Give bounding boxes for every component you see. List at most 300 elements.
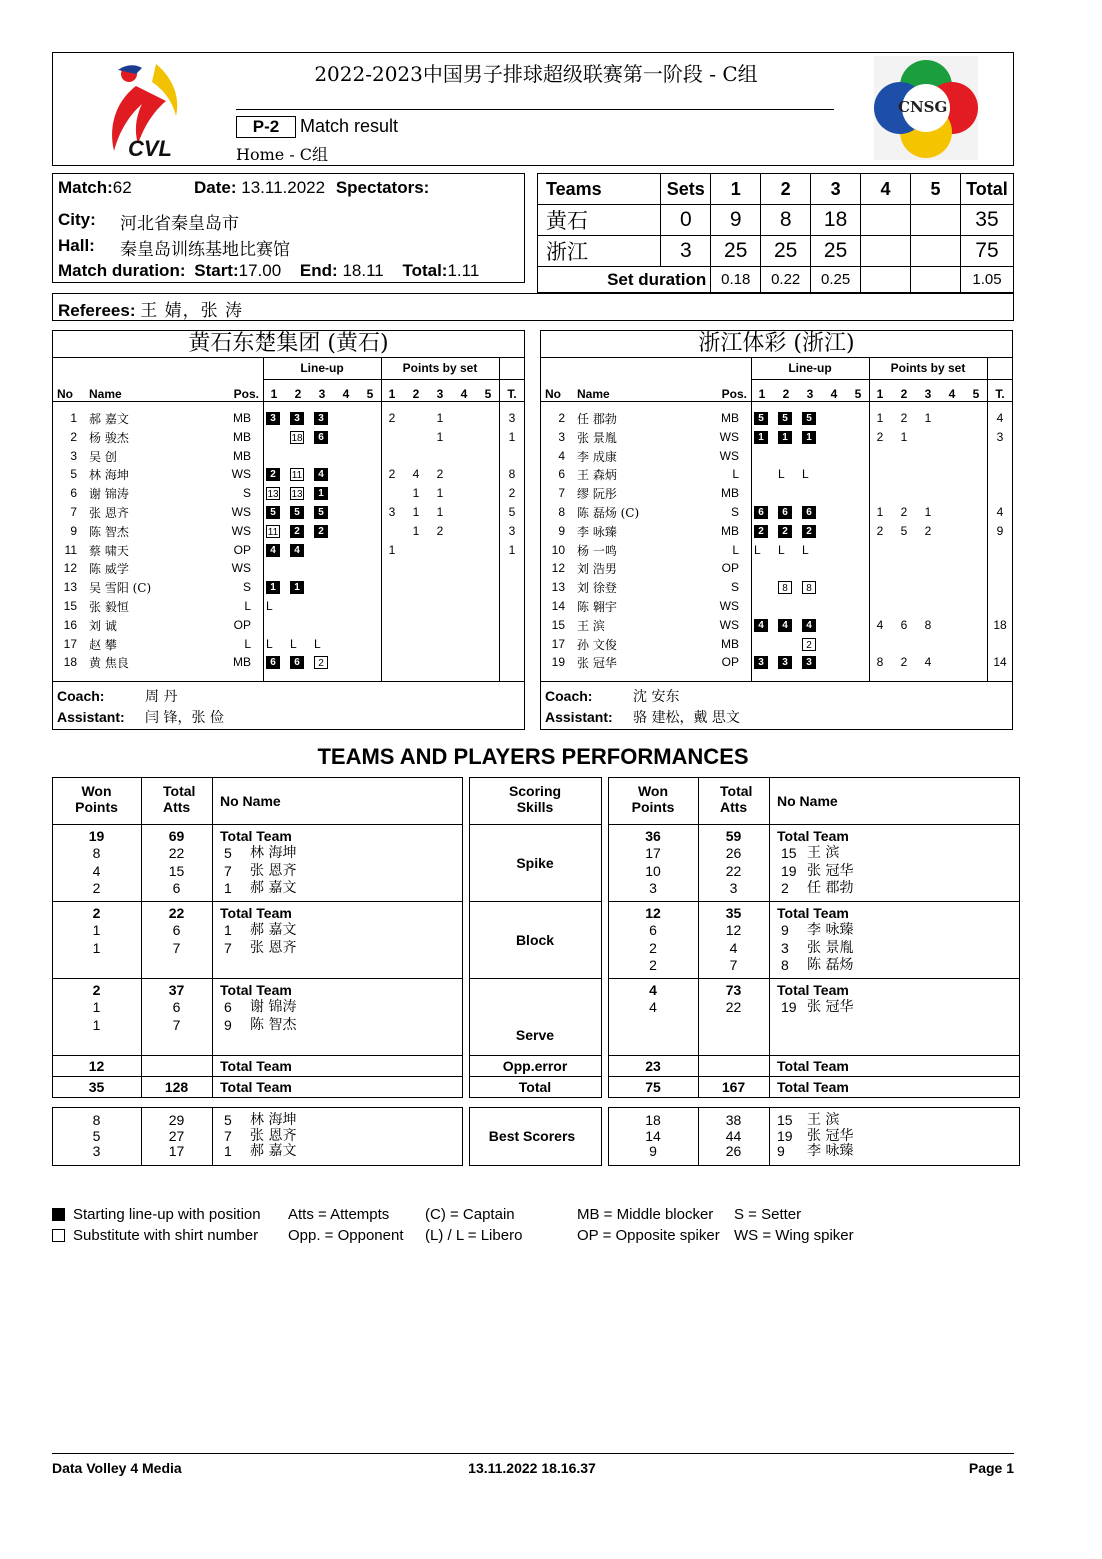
- rule: [608, 1165, 1020, 1166]
- player-number: 2: [781, 879, 789, 896]
- cvl-logo-text: CVL: [128, 136, 172, 161]
- player-number: 13: [63, 580, 77, 595]
- won-points: 19: [88, 828, 105, 844]
- lineup-substitute: 2: [802, 638, 816, 651]
- lineup-start: 3: [802, 656, 816, 669]
- rule: [53, 681, 524, 682]
- starting-lineup-icon: [52, 1208, 65, 1221]
- player-row: [541, 465, 1012, 484]
- rule: [52, 1055, 462, 1056]
- player-name: 谢 锦涛: [89, 487, 129, 502]
- rule: [469, 901, 601, 902]
- player-position: OP: [721, 655, 739, 670]
- total-atts: 69: [168, 828, 185, 844]
- player-name: 刘 浩男: [577, 562, 617, 577]
- total-team-label: Total Team: [777, 1058, 849, 1074]
- total-atts: 167: [721, 1079, 746, 1095]
- player-position: WS: [719, 448, 739, 463]
- total-atts: 4: [729, 939, 738, 956]
- player-position: MB: [721, 411, 739, 425]
- lineup-start: 5: [754, 412, 768, 425]
- rule: [769, 1107, 770, 1165]
- rule: [52, 1165, 463, 1166]
- roster-header: No: [545, 387, 561, 401]
- won-points: 75: [645, 1079, 661, 1095]
- set-points: 1: [412, 505, 420, 519]
- roster-header: 2: [900, 387, 908, 401]
- rule: [52, 901, 462, 902]
- roster-header: 5: [854, 387, 862, 401]
- assistant-label: Assistant:: [545, 709, 613, 725]
- set-duration: 0.22: [761, 267, 811, 293]
- won-points: 4: [649, 982, 657, 998]
- match-date: 13.11.2022: [241, 178, 326, 197]
- total-atts: 15: [168, 862, 185, 879]
- rule: [541, 681, 1012, 682]
- score-sets: 0: [661, 205, 711, 236]
- total-points: 3: [508, 411, 516, 425]
- total-atts: 12: [725, 922, 742, 939]
- player-row: [53, 541, 524, 560]
- total-team-label: Total Team: [220, 828, 292, 844]
- lineup-start: 4: [290, 544, 304, 557]
- total-points: 1: [508, 429, 516, 444]
- player-name: 杨 骏杰: [89, 430, 129, 445]
- rule: [608, 1055, 1019, 1056]
- player-number: 15: [551, 617, 565, 632]
- lineup-substitute: 11: [291, 470, 303, 482]
- player-number: 2: [70, 429, 77, 444]
- player-row: [541, 578, 1012, 597]
- player-position: OP: [721, 561, 739, 576]
- player-number: 1: [224, 1143, 232, 1160]
- set-points: 1: [436, 411, 444, 425]
- won-points: 18: [645, 1112, 661, 1128]
- player-name: 王 滨: [577, 618, 605, 633]
- player-number: 2: [558, 411, 565, 425]
- assistant-label: Assistant:: [57, 709, 125, 725]
- cnsg-logo: [874, 56, 978, 160]
- score-header-set4: 4: [861, 174, 911, 205]
- rule: [52, 978, 462, 979]
- lineup-start: 1: [802, 431, 816, 444]
- total-atts: 22: [168, 905, 185, 921]
- total-atts: 7: [729, 956, 738, 973]
- scoring-skill-label: Spike: [516, 854, 554, 871]
- player-position: S: [730, 505, 739, 519]
- won-points: 36: [645, 828, 661, 844]
- lineup-start: 2: [754, 525, 768, 538]
- set-points: 1: [436, 486, 444, 501]
- lineup-start: 3: [290, 412, 304, 425]
- start-time: 17.00: [238, 261, 282, 280]
- total-atts: 7: [172, 1016, 181, 1033]
- player-name: 陈 磊炀: [807, 956, 854, 973]
- scoring-skills-header: Scoring Skills: [508, 783, 562, 815]
- rule: [608, 777, 1020, 778]
- player-name: 刘 诚: [89, 618, 117, 633]
- player-name: 李 成康: [577, 449, 617, 464]
- player-row: [541, 616, 1012, 635]
- total-team-label: Total Team: [777, 1079, 849, 1095]
- score-header-total: Total: [960, 174, 1013, 205]
- match-number: 62: [112, 178, 132, 197]
- won-points-header: Won Points: [75, 783, 118, 815]
- total-atts: 73: [725, 982, 742, 998]
- score-set3: 25: [811, 236, 861, 267]
- set-points: 2: [900, 411, 908, 425]
- won-points: 14: [645, 1127, 661, 1144]
- set-points: 4: [412, 467, 420, 482]
- player-name: 张 冠华: [807, 999, 854, 1016]
- lineup-libero: L: [778, 542, 785, 557]
- won-points: 12: [88, 1058, 105, 1074]
- footer-left: Data Volley 4 Media: [52, 1460, 182, 1476]
- roster-header: 1: [388, 387, 396, 401]
- score-header-set2: 2: [761, 174, 811, 205]
- total-team-label: Total Team: [220, 1058, 292, 1074]
- lineup-start: 3: [778, 656, 792, 669]
- set-points: 1: [876, 411, 884, 425]
- total-atts: 44: [725, 1127, 742, 1144]
- score-set4: [861, 236, 911, 267]
- player-name: 陈 翱宇: [577, 600, 617, 614]
- match-label: Match:: [58, 178, 113, 197]
- coach-name: 周 丹: [145, 689, 178, 705]
- player-name: 林 海坤: [250, 1112, 297, 1128]
- score-header-set5: 5: [911, 174, 961, 205]
- set-points: 2: [436, 523, 444, 538]
- lineup-start: 1: [778, 431, 792, 444]
- roster-header: 4: [948, 387, 956, 401]
- rule: [212, 777, 213, 1097]
- player-number: 17: [551, 636, 565, 651]
- score-set1: 9: [711, 205, 761, 236]
- set-points: 1: [388, 542, 396, 557]
- title-rule: [236, 109, 834, 110]
- roster-header: 5: [366, 387, 374, 401]
- set-points: 8: [924, 617, 932, 632]
- score-header-set3: 3: [811, 174, 861, 205]
- lineup-start: 1: [754, 431, 768, 444]
- roster-header: No: [57, 387, 73, 401]
- won-points: 1: [92, 999, 101, 1016]
- legend-substitute: Substitute with shirt number: [73, 1227, 259, 1244]
- player-number: 9: [777, 1143, 785, 1160]
- end-time: 18.11: [342, 261, 384, 280]
- set-points: 2: [436, 467, 444, 482]
- lineup-libero: L: [778, 467, 785, 482]
- player-position: L: [244, 599, 251, 613]
- rule: [469, 978, 601, 979]
- roster-box: [52, 330, 525, 730]
- player-number: 19: [777, 1127, 793, 1144]
- lineup-substitute: 8: [778, 581, 792, 594]
- player-number: 6: [224, 999, 232, 1016]
- no-name-header: No Name: [220, 793, 281, 809]
- lineup-start: 4: [754, 619, 768, 632]
- player-name: 陈 智杰: [250, 1016, 297, 1033]
- date-label: Date:: [194, 178, 237, 197]
- player-number: 4: [558, 448, 565, 463]
- lineup-start: 2: [802, 525, 816, 538]
- scoring-skill-label: Serve: [515, 1026, 555, 1043]
- won-points: 2: [92, 982, 101, 998]
- rule: [608, 1097, 1019, 1098]
- player-position: S: [730, 580, 739, 595]
- player-position: WS: [231, 505, 251, 519]
- player-position: WS: [719, 617, 739, 632]
- lineup-start: 2: [266, 468, 280, 481]
- lineup-start: 4: [266, 544, 280, 557]
- player-position: S: [242, 580, 251, 595]
- player-name: 张 冠华: [807, 862, 854, 879]
- lineup-start: 5: [802, 412, 816, 425]
- legend-op: OP = Opposite spiker: [577, 1227, 720, 1244]
- roster-header: 3: [436, 387, 444, 401]
- player-row: [541, 559, 1012, 578]
- player-name: 李 咏臻: [807, 922, 854, 939]
- lineup-start: 3: [314, 412, 328, 425]
- player-position: L: [732, 542, 739, 557]
- won-points: 35: [88, 1079, 105, 1095]
- rule: [469, 1055, 601, 1056]
- set-points: 2: [388, 467, 396, 482]
- total-atts: 17: [168, 1143, 185, 1160]
- player-name: 郝 嘉文: [250, 922, 297, 939]
- player-number: 19: [551, 655, 565, 670]
- player-number: 18: [63, 655, 77, 670]
- player-position: WS: [719, 429, 739, 444]
- won-points: 3: [92, 1143, 101, 1160]
- total-points: 18: [993, 617, 1007, 632]
- total-atts: 59: [725, 828, 742, 844]
- set-points: 5: [900, 523, 908, 538]
- scoring-skill-label: Opp.error: [502, 1058, 568, 1074]
- set-points: 1: [924, 411, 932, 425]
- won-points: 2: [649, 956, 657, 973]
- player-row: [541, 635, 1012, 654]
- player-name: 郝 嘉文: [250, 1143, 297, 1160]
- player-number: 1: [70, 411, 77, 425]
- player-number: 15: [777, 1112, 793, 1128]
- player-number: 9: [70, 523, 77, 538]
- player-number: 5: [224, 845, 232, 862]
- won-points: 12: [645, 905, 661, 921]
- rule: [469, 1076, 601, 1077]
- phase: Home - C组: [236, 145, 329, 164]
- player-position: MB: [721, 636, 739, 651]
- player-number: 12: [63, 561, 77, 576]
- player-name: 任 郡勃: [807, 879, 854, 896]
- player-name: 张 冠华: [807, 1127, 854, 1144]
- set-points: 2: [876, 429, 884, 444]
- won-points: 1: [92, 922, 101, 939]
- won-points: 4: [649, 999, 657, 1016]
- player-row: [541, 541, 1012, 560]
- match-title: 2022-2023中国男子排球超级联赛第一阶段 - C组: [314, 62, 758, 86]
- player-position: OP: [233, 617, 251, 632]
- player-row: [541, 484, 1012, 503]
- lineup-start: 2: [290, 525, 304, 538]
- lineup-libero: L: [802, 542, 809, 557]
- lineup-libero: L: [314, 636, 321, 651]
- player-name: 郝 嘉文: [250, 879, 297, 896]
- score-set1: 25: [711, 236, 761, 267]
- score-set4: [861, 205, 911, 236]
- lineup-libero: L: [754, 542, 761, 557]
- player-position: MB: [721, 523, 739, 538]
- player-position: L: [244, 636, 251, 651]
- set-duration: [861, 267, 911, 293]
- lineup-substitute: 2: [314, 656, 328, 669]
- player-position: MB: [233, 429, 251, 444]
- total-atts: 3: [729, 879, 738, 896]
- rule: [469, 1107, 602, 1108]
- player-row: [541, 503, 1012, 522]
- legend-starting: Starting line-up with position: [73, 1206, 261, 1223]
- player-row: [53, 616, 524, 635]
- rule: [541, 357, 1012, 358]
- score-set5: [911, 236, 961, 267]
- total-points: 9: [996, 523, 1004, 538]
- doc-name: Match result: [300, 116, 399, 136]
- rule: [769, 777, 770, 1097]
- player-number: 16: [63, 617, 77, 632]
- player-row: [53, 559, 524, 578]
- set-duration: 0.18: [711, 267, 761, 293]
- set-points: 3: [388, 505, 396, 519]
- total-points: 3: [996, 429, 1004, 444]
- total-team-label: Total Team: [220, 982, 292, 998]
- won-points-header: Won Points: [631, 783, 675, 815]
- legend-captain: (C) = Captain: [425, 1206, 515, 1223]
- footer-center: 13.11.2022 18.16.37: [468, 1460, 596, 1476]
- player-number: 7: [224, 1127, 232, 1144]
- player-row: [541, 428, 1012, 447]
- player-name: 张 恩齐: [250, 862, 297, 879]
- city-value: 河北省秦皇岛市: [120, 214, 239, 234]
- score-sets: 3: [661, 236, 711, 267]
- player-row: [53, 597, 524, 616]
- total-points: 5: [508, 505, 516, 519]
- player-position: MB: [233, 655, 251, 670]
- score-total: 35: [960, 205, 1013, 236]
- lineup-substitute: 18: [291, 432, 303, 444]
- rule: [263, 379, 525, 380]
- referees: [58, 296, 243, 321]
- rule: [1019, 777, 1020, 1097]
- lineup-start: 2: [314, 525, 328, 538]
- city-label: City:: [58, 210, 96, 229]
- player-name: 王 森炳: [577, 468, 617, 483]
- player-row: [53, 503, 524, 522]
- total-points: 3: [508, 523, 516, 538]
- set-points: 1: [900, 429, 908, 444]
- rule: [469, 824, 601, 825]
- legend-libero: (L) / L = Libero: [425, 1227, 523, 1244]
- rule: [52, 1107, 463, 1108]
- total-atts: 38: [725, 1112, 742, 1128]
- legend-atts: Atts = Attempts: [288, 1206, 390, 1223]
- assistant-names: 闫 锋，张 俭: [145, 710, 224, 726]
- lineup-start: 5: [290, 506, 304, 519]
- set-duration: [911, 267, 961, 293]
- set-points: 4: [924, 655, 932, 670]
- total-atts: 128: [164, 1079, 189, 1095]
- lineup-libero: L: [266, 599, 273, 613]
- referees-label: Referees:: [58, 301, 136, 320]
- player-row: [53, 522, 524, 541]
- player-name: 张 景胤: [577, 430, 617, 445]
- score-header-teams: Teams: [538, 174, 661, 205]
- lineup-start: 6: [266, 656, 280, 669]
- set-duration: 0.25: [811, 267, 861, 293]
- roster-header: 4: [460, 387, 468, 401]
- won-points: 3: [649, 879, 657, 896]
- player-name: 谢 锦涛: [250, 999, 297, 1016]
- lineup-substitute: 11: [267, 526, 279, 538]
- won-points: 23: [645, 1058, 661, 1074]
- player-name: 王 滨: [807, 845, 840, 862]
- total-team-label: Total Team: [220, 1079, 292, 1095]
- lineup-start: 6: [314, 431, 328, 444]
- roster-header: Pos.: [721, 387, 747, 401]
- won-points: 2: [649, 939, 657, 956]
- player-number: 6: [70, 486, 77, 501]
- total-atts: 6: [172, 922, 181, 939]
- lineup-start: 3: [266, 412, 280, 425]
- end-label: End:: [299, 261, 338, 280]
- score-row: [538, 205, 1014, 236]
- doc-code: P-2: [236, 116, 296, 138]
- won-points: 17: [645, 845, 661, 862]
- hall-label: Hall:: [58, 236, 95, 255]
- score-team: 黄石: [538, 205, 661, 236]
- won-points: 2: [92, 905, 101, 921]
- player-position: MB: [233, 411, 251, 425]
- player-number: 10: [551, 542, 565, 557]
- team-name: 浙江体彩 (浙江): [698, 331, 855, 356]
- player-number: 19: [781, 862, 797, 879]
- player-number: 11: [64, 542, 77, 557]
- player-position: MB: [721, 486, 739, 501]
- rule: [53, 357, 524, 358]
- player-number: 7: [224, 939, 232, 956]
- lineup-start: 2: [778, 525, 792, 538]
- player-name: 孙 文俊: [577, 637, 617, 652]
- won-points: 8: [92, 845, 101, 862]
- total-atts: 7: [172, 939, 181, 956]
- player-name: 林 海坤: [89, 468, 129, 483]
- roster-header: 4: [830, 387, 838, 401]
- lineup-start: 6: [754, 506, 768, 519]
- roster-header: Pos.: [233, 387, 259, 401]
- player-number: 17: [63, 636, 77, 651]
- set-points: 8: [876, 655, 884, 670]
- roster-header: 5: [484, 387, 492, 401]
- roster-header: Points by set: [402, 361, 478, 375]
- won-points: 10: [645, 862, 661, 879]
- assistant-names: 骆 建松，戴 思文: [633, 710, 740, 726]
- roster-header: 3: [806, 387, 814, 401]
- set-points: 2: [900, 505, 908, 519]
- roster-header: 4: [342, 387, 350, 401]
- player-name: 张 景胤: [807, 939, 854, 956]
- lineup-libero: L: [266, 636, 273, 651]
- player-name: 刘 徐登: [577, 581, 617, 596]
- total-points: 4: [996, 411, 1004, 425]
